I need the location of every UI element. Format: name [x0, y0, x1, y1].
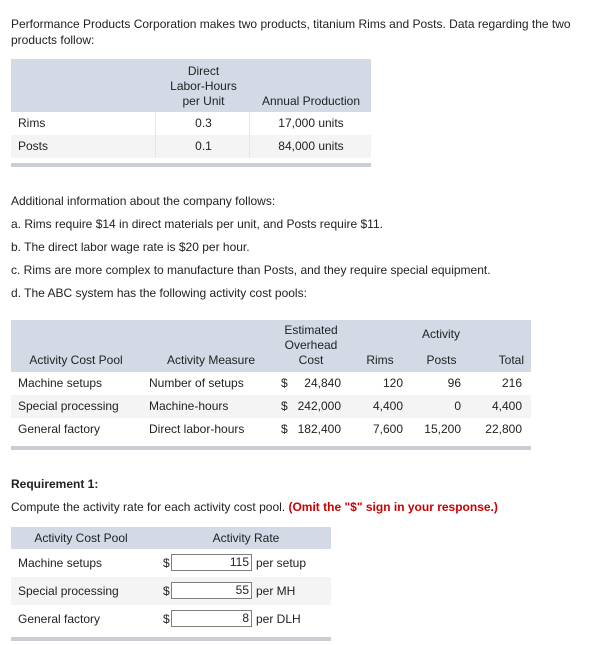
header-est-line2: Overhead — [284, 338, 338, 352]
header-est-line1: Estimated — [284, 323, 338, 337]
additional-item-c: c. Rims are more complex to manufacture than Posts, and they require special equipment. — [11, 263, 491, 277]
header-activity: Activity — [421, 327, 460, 341]
header-dlh-line2: Labor-Hours — [170, 79, 237, 93]
special-processing-rate-input[interactable]: 55 — [171, 582, 252, 599]
pool-posts: 96 — [447, 376, 461, 390]
header-dlh-line3: per Unit — [182, 94, 225, 108]
pool-cost: 182,400 — [297, 422, 341, 436]
rate-pool-name: Special processing — [18, 584, 119, 598]
cost-pools-table — [11, 320, 531, 455]
product-dlh: 0.3 — [195, 116, 212, 130]
rate-pool-name: Machine setups — [18, 556, 103, 570]
pool-dollar: $ — [281, 422, 288, 436]
table-row — [11, 395, 531, 418]
rate-unit: per setup — [256, 556, 307, 570]
additional-item-d: d. The ABC system has the following activity cost pools: — [11, 286, 307, 300]
pool-name: Machine setups — [18, 376, 103, 390]
activity-rate-table — [11, 527, 331, 645]
table-row — [11, 549, 331, 577]
table-row — [11, 135, 371, 158]
products-table-header — [11, 59, 371, 112]
pool-name: Special processing — [18, 399, 119, 413]
pool-name: General factory — [18, 422, 101, 436]
pool-total: 4,400 — [491, 399, 522, 413]
pool-posts: 15,200 — [424, 422, 461, 436]
pool-measure: Machine-hours — [149, 399, 229, 413]
rate-dollar: $ — [163, 584, 170, 598]
pool-dollar: $ — [281, 399, 288, 413]
table-row — [11, 577, 331, 605]
pool-rims: 4,400 — [372, 399, 403, 413]
table-row — [11, 372, 531, 395]
header-annual-production: Annual Production — [261, 94, 361, 108]
rate-pool-name: General factory — [18, 612, 101, 626]
table-bottom-border — [11, 163, 371, 167]
requirement-instruction — [11, 500, 498, 515]
header-posts: Posts — [426, 353, 457, 367]
table-bottom-border — [11, 446, 531, 450]
pool-total: 216 — [501, 376, 522, 390]
product-annual: 84,000 units — [278, 139, 344, 153]
pool-posts: 0 — [454, 399, 461, 413]
pool-total: 22,800 — [485, 422, 522, 436]
header-dlh-line1: Direct — [187, 64, 220, 78]
additional-heading: Additional information about the company follows: — [11, 194, 276, 208]
header-est-line3: Cost — [298, 353, 324, 367]
header-rate: Activity Rate — [212, 531, 280, 545]
header-measure: Activity Measure — [166, 353, 256, 367]
cost-pools-header — [11, 320, 531, 372]
product-name: Rims — [18, 116, 46, 130]
products-table — [11, 59, 371, 169]
table-bottom-border — [11, 637, 331, 641]
requirement-title: Requirement 1: — [11, 477, 99, 491]
product-name: Posts — [18, 139, 49, 153]
intro-paragraph: Performance Products Corporation makes two products, titanium Rims and Posts. Data regarding the two products follow: — [11, 17, 571, 47]
rate-unit: per DLH — [256, 612, 301, 626]
header-rate-pool: Activity Cost Pool — [34, 531, 128, 545]
table-row — [11, 112, 371, 135]
pool-cost: 24,840 — [304, 376, 341, 390]
requirement-text: Compute the activity rate for each activity cost pool. — [11, 500, 286, 514]
pool-rims: 7,600 — [372, 422, 403, 436]
header-total: Total — [498, 353, 524, 367]
header-pool: Activity Cost Pool — [29, 353, 123, 367]
pool-dollar: $ — [281, 376, 288, 390]
rate-dollar: $ — [163, 556, 170, 570]
column-divider — [249, 112, 250, 158]
product-annual: 17,000 units — [278, 116, 344, 130]
column-divider — [155, 112, 156, 158]
rate-dollar: $ — [163, 612, 170, 626]
table-row — [11, 605, 331, 633]
pool-measure: Number of setups — [149, 376, 244, 390]
rate-unit: per MH — [256, 584, 296, 598]
product-dlh: 0.1 — [195, 139, 212, 153]
header-rims: Rims — [366, 353, 394, 367]
machine-setups-rate-input[interactable]: 115 — [171, 554, 252, 571]
pool-cost: 242,000 — [297, 399, 341, 413]
table-row — [11, 418, 531, 441]
activity-rate-header — [11, 527, 331, 549]
additional-item-b: b. The direct labor wage rate is $20 per hour. — [11, 240, 250, 254]
pool-measure: Direct labor-hours — [149, 422, 245, 436]
pool-rims: 120 — [382, 376, 403, 390]
additional-item-a: a. Rims require $14 in direct materials per unit, and Posts require $11. — [11, 217, 383, 231]
requirement-note: (Omit the "$" sign in your response.) — [288, 500, 498, 514]
general-factory-rate-input[interactable]: 8 — [171, 610, 252, 627]
